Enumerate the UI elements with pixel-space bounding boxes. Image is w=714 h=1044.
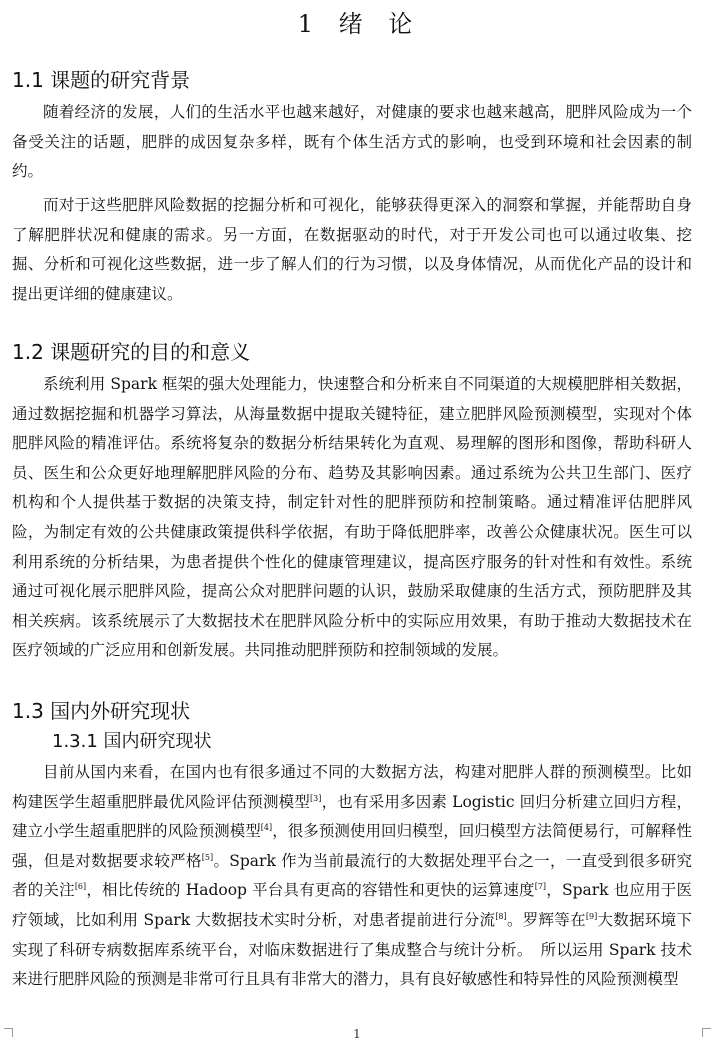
citation-8: [8]: [495, 911, 507, 921]
citation-3: [3]: [310, 793, 322, 803]
citation-9: [9]: [585, 911, 598, 921]
citation-5: [5]: [201, 852, 214, 862]
citation-4: [4]: [260, 823, 273, 833]
paragraph-1-3-1: [12, 758, 692, 995]
page-number: 1: [353, 1027, 361, 1041]
paragraph-text-5: ，相比传统的 Hadoop 平台具有更高的容错性和更快的运算速度: [86, 881, 535, 900]
paragraph-text-2: ，也有采用多因素 Logistic 回归分析建立回归方程，建立小学生超重肥胖的风险预测模型: [12, 792, 692, 841]
paragraph-1-2: 系统利用 Spark 框架的强大处理能力，快速整合和分析来自不同渠道的大规模肥胖相关数据，通过数据挖掘和机器学习算法，从海量数据中提取关键特征，建立肥胖风险预测模型，实现对个体肥胖风险的精准评估。系统将复杂的数据分析结果转化为直观、易理解的图形和图像，帮助科研人员、医生和公众更好地理解肥胖风险的分布、趋势及其影响因素。通过系统为公共卫生部门、医疗机构和个人提供基于数据的决策支持，制定针对性的肥胖预防和控制策略。通过精准评估肥胖风险，为制定有效的公共健康政策提供科学依据，有助于降低肥胖率，改善公众健康状况。医生可以利用系统的分析结果，为患者提供个性化的健康管理建议，提高医疗服务的针对性和有效性。系统通过可视化展示肥胖风险，提高公众对肥胖问题的认识，鼓励采取健康的生活方式，预防肥胖及其相关疾病。该系统展示了大数据技术在肥胖风险分析中的实际应用效果，有助于推动大数据技术在医疗领域的广泛应用和创新发展。共同推动肥胖预防和控制领域的发展。: [12, 375, 692, 660]
subsection-heading-1-3-1: 1.3.1 国内研究现状: [52, 731, 212, 752]
paragraph-text-1: 目前从国内来看，在国内也有很多通过不同的大数据方法，构建对肥胖人群的预测模型。比如构建医学生超重肥胖最优风险评估预测模型: [12, 763, 692, 811]
paragraph-text-6: ，Spark 也应用于医疗领域，比如利用 Spark 大数据技术实时分析，对患者提前进行分流: [12, 881, 692, 929]
citation-7: [7]: [534, 882, 547, 892]
paragraph-1-1-b: 而对于这些肥胖风险数据的挖掘分析和可视化，能够获得更深入的洞察和掌握，并能帮助自身了解肥胖状况和健康的需求。另一方面，在数据驱动的时代，对于开发公司也可以通过收集、挖掘、分析和可视化这些数据，进一步了解人们的行为习惯，以及身体情况，从而优化产品的设计和提出更详细的健康建议。: [12, 196, 692, 303]
paragraph-1-1-a: 随着经济的发展，人们的生活水平也越来越好，对健康的要求也越来越高，肥胖风险成为一个备受关注的话题，肥胖的成因复杂多样，既有个体生活方式的影响，也受到环境和社会因素的制约。: [12, 103, 692, 181]
section-heading-1-3: 1.3 国内外研究现状: [12, 699, 191, 723]
paragraph-text-7: 。罗辉等在: [506, 910, 586, 929]
paragraph-text-3: ，很多预测使用回归模型，回归模型方法简便易行，可解释性强，但是对数据要求较严格: [12, 822, 692, 870]
paragraph-text-4: 。Spark 作为当前最流行的大数据处理平台之一，一直受到很多研究者的关注: [12, 851, 692, 900]
section-heading-1-1: 1.1 课题的研究背景: [12, 68, 191, 92]
section-heading-1-2: 1.2 课题研究的目的和意义: [12, 340, 251, 364]
chapter-title: 1 绪 论: [297, 10, 417, 38]
paragraph-text-8: 大数据环境下实现了科研专病数据库系统平台，对临床数据进行了集成整合与统计分析。 所以运用 Spark 技术来进行肥胖风险的预测是非常可行且具有非常大的潜力，具有良好敏感性和特异性的风险预测模型: [12, 910, 692, 989]
citation-6: [6]: [74, 882, 87, 892]
